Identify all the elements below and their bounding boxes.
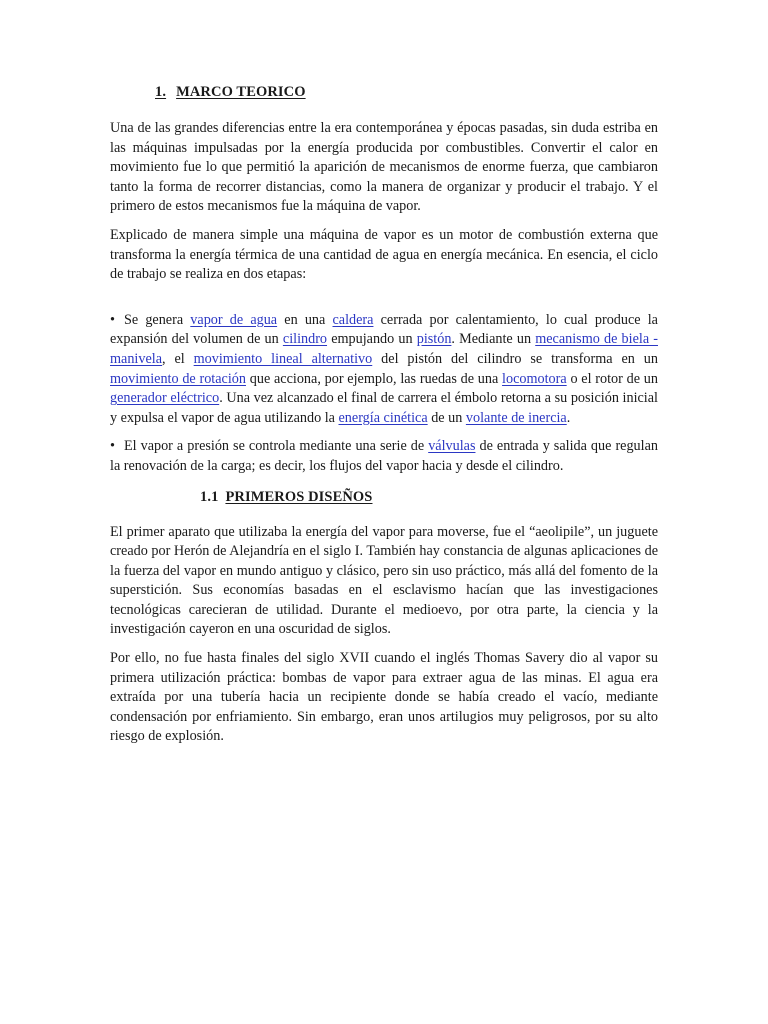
text-run: . Una vez alcanzado el final de carrera el émbolo retorna a su posición inicial y expulsa el vapor de agua utilizando la xyxy=(110,390,658,426)
text-run: . Mediante un xyxy=(451,331,536,348)
section-title: MARCO TEORICO xyxy=(176,84,306,100)
bullet-icon: • xyxy=(110,311,115,328)
link-caldera[interactable]: caldera xyxy=(332,311,374,328)
link-locomotora[interactable]: locomotora xyxy=(502,370,567,387)
bullet-item-stage-2 xyxy=(110,437,658,476)
bullet-item-stage-1 xyxy=(110,311,658,429)
paragraph-intro: Una de las grandes diferencias entre la era contemporánea y épocas pasadas, sin duda estriba en las máquinas impulsadas por la energía producida por combustibles. Convertir el calor en movimiento fue lo que permitió la aparición de mecanismos de enorme fuerza, que cambiaron tanto la forma de recorrer distancias, como la manera de organizar y producir el trabajo. Y el primero de estos mecanismos fue la máquina de vapor. xyxy=(110,120,658,215)
link-mecanismo-biela-manivela[interactable]: mecanismo de biela - manivela xyxy=(110,331,658,367)
paragraph-definition: Explicado de manera simple una máquina de vapor es un motor de combustión externa que transforma la energía térmica de una cantidad de agua en energía mecánica. En esencia, el ciclo de trabajo se realiza en dos etapas: xyxy=(110,226,658,283)
text-run: que acciona, por ejemplo, las ruedas de una xyxy=(245,370,503,387)
text-run: empujando un xyxy=(327,331,417,348)
text-run: del pistón del cilindro se transforma en un xyxy=(372,350,658,367)
link-vapor-de-agua[interactable]: vapor de agua xyxy=(190,311,278,328)
section-number: 1. xyxy=(155,84,167,100)
text-run: o el rotor de un xyxy=(566,370,658,387)
text-run: . xyxy=(566,409,571,426)
text-run: en una xyxy=(277,311,333,328)
link-volante-de-inercia[interactable]: volante de inercia xyxy=(465,409,567,426)
link-movimiento-lineal-alternativo[interactable]: movimiento lineal alternativo xyxy=(193,350,373,367)
text-run: Se genera xyxy=(123,311,191,328)
link-piston[interactable]: pistón xyxy=(416,331,452,348)
link-movimiento-de-rotacion[interactable]: movimiento de rotación xyxy=(110,370,246,387)
paragraph-savery: Por ello, no fue hasta finales del siglo XVII cuando el inglés Thomas Savery dio al vapor su primera utilización práctica: bombas de vapor para extraer agua de las minas. El agua era extraída por una tubería hacia un recipiente donde se había creado el vacío, mediante condensación por enfriamiento. Sin embargo, eran unos artilugios muy peligrosos, por su alto riesgo de explosión. xyxy=(110,650,658,745)
bullet-icon: • xyxy=(110,438,115,455)
section-heading-primeros-disenos xyxy=(200,489,658,506)
text-run: El vapor a presión se controla mediante una serie de xyxy=(123,438,429,455)
link-valvulas[interactable]: válvulas xyxy=(428,438,476,455)
text-run: , el xyxy=(162,350,194,367)
section-heading-marco-teorico xyxy=(155,84,658,101)
section-title: PRIMEROS DISEÑOS xyxy=(225,488,373,505)
link-energia-cinetica[interactable]: energía cinética xyxy=(338,409,428,426)
paragraph-aeolipile: El primer aparato que utilizaba la energía del vapor para moverse, fue el “aeolipile”, un juguete creado por Herón de Alejandría en el siglo I. También hay constancia de algunas aplicaciones de la fuerza del vapor en mundo antiguo y clásico, pero sin uso práctico, más allá del fomento de la superstición. Sus economías basadas en el esclavismo hacían que las investigaciones tecnológicas carecieran de utilidad. Durante el medioevo, por otra parte, la ciencia y la investigación cayeron en una oscuridad de siglos. xyxy=(110,523,658,638)
section-number: 1.1 xyxy=(200,488,219,505)
text-run: cerrada por calentamiento, lo cual produce la expansión del volumen de un xyxy=(110,311,658,348)
text-run: de entrada y salida que regulan la renovación de la carga; es decir, los flujos del vapor hacia y desde el cilindro. xyxy=(110,438,658,474)
link-generador-electrico[interactable]: generador eléctrico xyxy=(110,390,220,407)
document-page xyxy=(110,84,658,756)
link-cilindro[interactable]: cilindro xyxy=(282,331,328,348)
text-run: de un xyxy=(427,409,466,426)
